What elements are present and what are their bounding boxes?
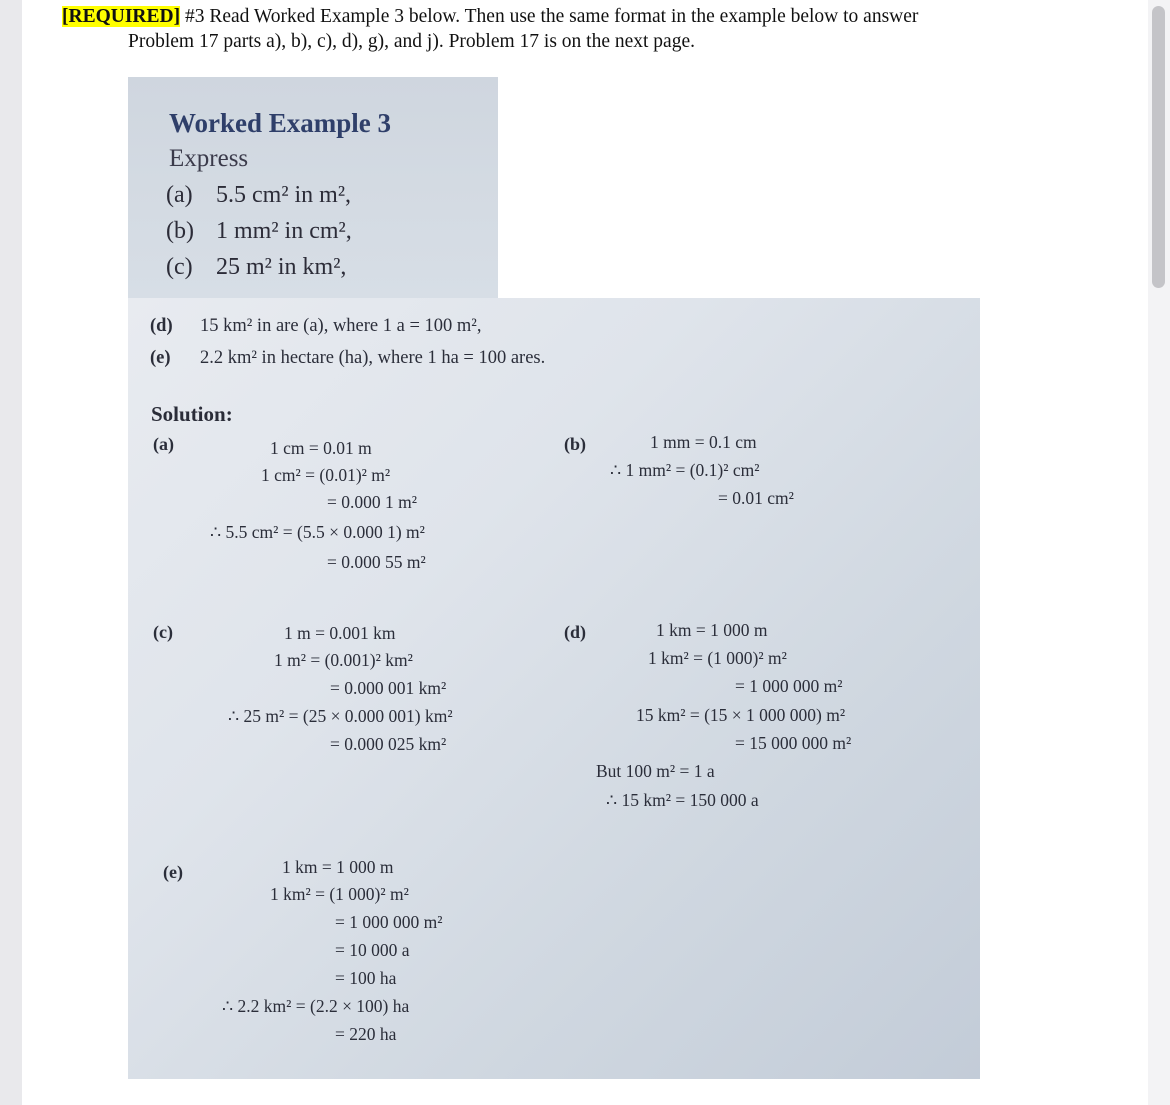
question-c: (c) 25 m² in km², bbox=[166, 254, 347, 280]
solution-a-line: ∴ 5.5 cm² = (5.5 × 0.000 1) m² bbox=[210, 522, 425, 542]
scrollbar-thumb[interactable] bbox=[1152, 6, 1165, 288]
solution-b-label: (b) bbox=[564, 434, 586, 454]
instruction-line-1: #3 Read Worked Example 3 below. Then use the same format in the example below to answer bbox=[180, 6, 919, 27]
solution-d-line: ∴ 15 km² = 150 000 a bbox=[606, 790, 759, 810]
solution-a-line: = 0.000 1 m² bbox=[327, 492, 417, 512]
question-a: (a) 5.5 cm² in m², bbox=[166, 182, 352, 208]
solution-d-line: But 100 m² = 1 a bbox=[596, 761, 715, 781]
solution-e-line: = 220 ha bbox=[335, 1024, 397, 1044]
solution-e-line: 1 km² = (1 000)² m² bbox=[270, 884, 409, 904]
solution-e-line: ∴ 2.2 km² = (2.2 × 100) ha bbox=[222, 996, 410, 1016]
solution-e-line: = 100 ha bbox=[335, 968, 397, 988]
solution-a-line: = 0.000 55 m² bbox=[327, 552, 426, 572]
solution-b-line: = 0.01 cm² bbox=[718, 488, 794, 508]
required-tag: [REQUIRED] bbox=[62, 6, 181, 27]
solution-a-line: 1 cm² = (0.01)² m² bbox=[261, 465, 391, 485]
question-e: (e) 2.2 km² in hectare (ha), where 1 ha = 100 ares. bbox=[150, 348, 546, 368]
solution-e-line: = 1 000 000 m² bbox=[335, 912, 443, 932]
solution-c-line: ∴ 25 m² = (25 × 0.000 001) km² bbox=[228, 706, 453, 726]
solution-a-line: 1 cm = 0.01 m bbox=[270, 438, 372, 458]
solution-e-line: = 10 000 a bbox=[335, 940, 410, 960]
solution-d-line: 1 km = 1 000 m bbox=[656, 620, 768, 640]
solution-b-line: ∴ 1 mm² = (0.1)² cm² bbox=[610, 460, 760, 480]
solution-c-label: (c) bbox=[153, 622, 173, 642]
solution-heading: Solution: bbox=[151, 402, 233, 426]
solution-d-line: 1 km² = (1 000)² m² bbox=[648, 648, 787, 668]
solution-d-line: = 1 000 000 m² bbox=[735, 676, 843, 696]
solution-c-line: = 0.000 025 km² bbox=[330, 734, 447, 754]
solution-d-line: = 15 000 000 m² bbox=[735, 733, 852, 753]
solution-c-line: 1 m² = (0.001)² km² bbox=[274, 650, 413, 670]
solution-b-line: 1 mm = 0.1 cm bbox=[650, 432, 757, 452]
instruction-text bbox=[62, 4, 1122, 54]
express-label: Express bbox=[169, 145, 249, 172]
solution-a-label: (a) bbox=[153, 434, 174, 454]
solution-c-line: = 0.000 001 km² bbox=[330, 678, 447, 698]
solution-c-line: 1 m = 0.001 km bbox=[284, 623, 396, 643]
solution-e-line: 1 km = 1 000 m bbox=[282, 857, 394, 877]
worked-example-photo-main bbox=[128, 298, 980, 1079]
solution-d-label: (d) bbox=[564, 622, 586, 642]
instruction-line-2: Problem 17 parts a), b), c), d), g), and j). Problem 17 is on the next page. bbox=[128, 31, 695, 52]
question-d: (d) 15 km² in are (a), where 1 a = 100 m², bbox=[150, 316, 482, 336]
solution-e-label: (e) bbox=[163, 862, 183, 882]
solution-d-line: 15 km² = (15 × 1 000 000) m² bbox=[636, 705, 846, 725]
worked-example-title: Worked Example 3 bbox=[169, 108, 392, 138]
question-b: (b) 1 mm² in cm², bbox=[166, 218, 352, 244]
